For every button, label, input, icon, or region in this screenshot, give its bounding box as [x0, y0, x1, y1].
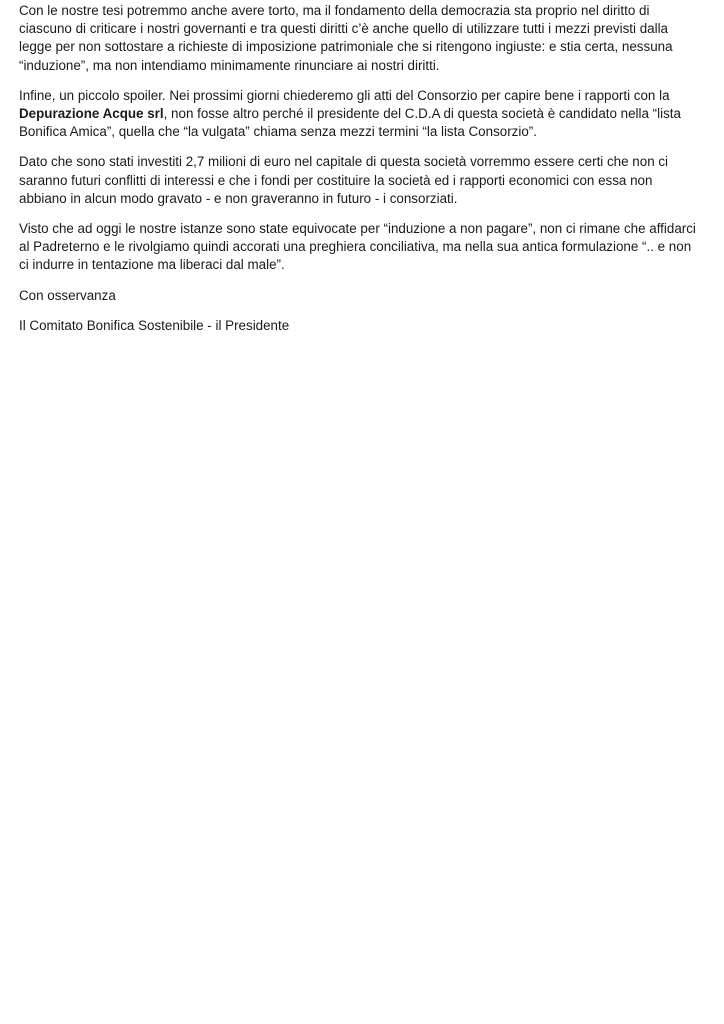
paragraph-prayer: Visto che ad oggi le nostre istanze sono state equivocate per “induzione a non pagare”, non ci rimane che affidarci al Padreterno e le rivolgiamo quindi accorati una preghiera conciliativa, ma nella sua antica formulazione “.. e non ci indurre in tentazione ma liberaci dal male”. [19, 221, 696, 273]
closing-salutation: Con osservanza [19, 287, 116, 303]
paragraph-criticism: Con le nostre tesi potremmo anche avere torto, ma il fondamento della democrazia sta proprio nel diritto di ciascuno di criticare i nostri governanti e tra questi diritti c’è anche quello di utilizzare tutti i mezzi previsti dalla legge per non sottostare a richieste di imposizione patrimoniale che si ritengono ingiuste: e stia certa, nessuna “induzione”, ma non intendiamo minimamente rinunciare ai nostri diritti. [19, 3, 673, 73]
paragraph-spoiler-text-after: , non fosse altro perché il presidente del C.D.A di questa società è candidato nella “lista Bonifica Amica”, quella che “la vulgata” chiama senza mezzi termini “la lista Consorzio”. [19, 106, 681, 140]
signature-line: Il Comitato Bonifica Sostenibile - il Presidente [19, 317, 290, 333]
paragraph-spoiler [19, 87, 702, 142]
paragraph-investment: Dato che sono stati investiti 2,7 milioni di euro nel capitale di questa società vorremmo essere certi che non ci saranno futuri conflitti di interessi e che i fondi per costituire la società ed i rapporti economici con essa non abbiano in alcun modo gravato - e non graveranno in futuro - i consorziati. [19, 154, 669, 206]
document-body [19, 2, 702, 335]
company-name-bold: Depurazione Acque srl [19, 106, 164, 122]
paragraph-spoiler-text-before: Infine, un piccolo spoiler. Nei prossimi giorni chiederemo gli atti del Consorzio per capire bene i rapporti con la [19, 87, 670, 103]
